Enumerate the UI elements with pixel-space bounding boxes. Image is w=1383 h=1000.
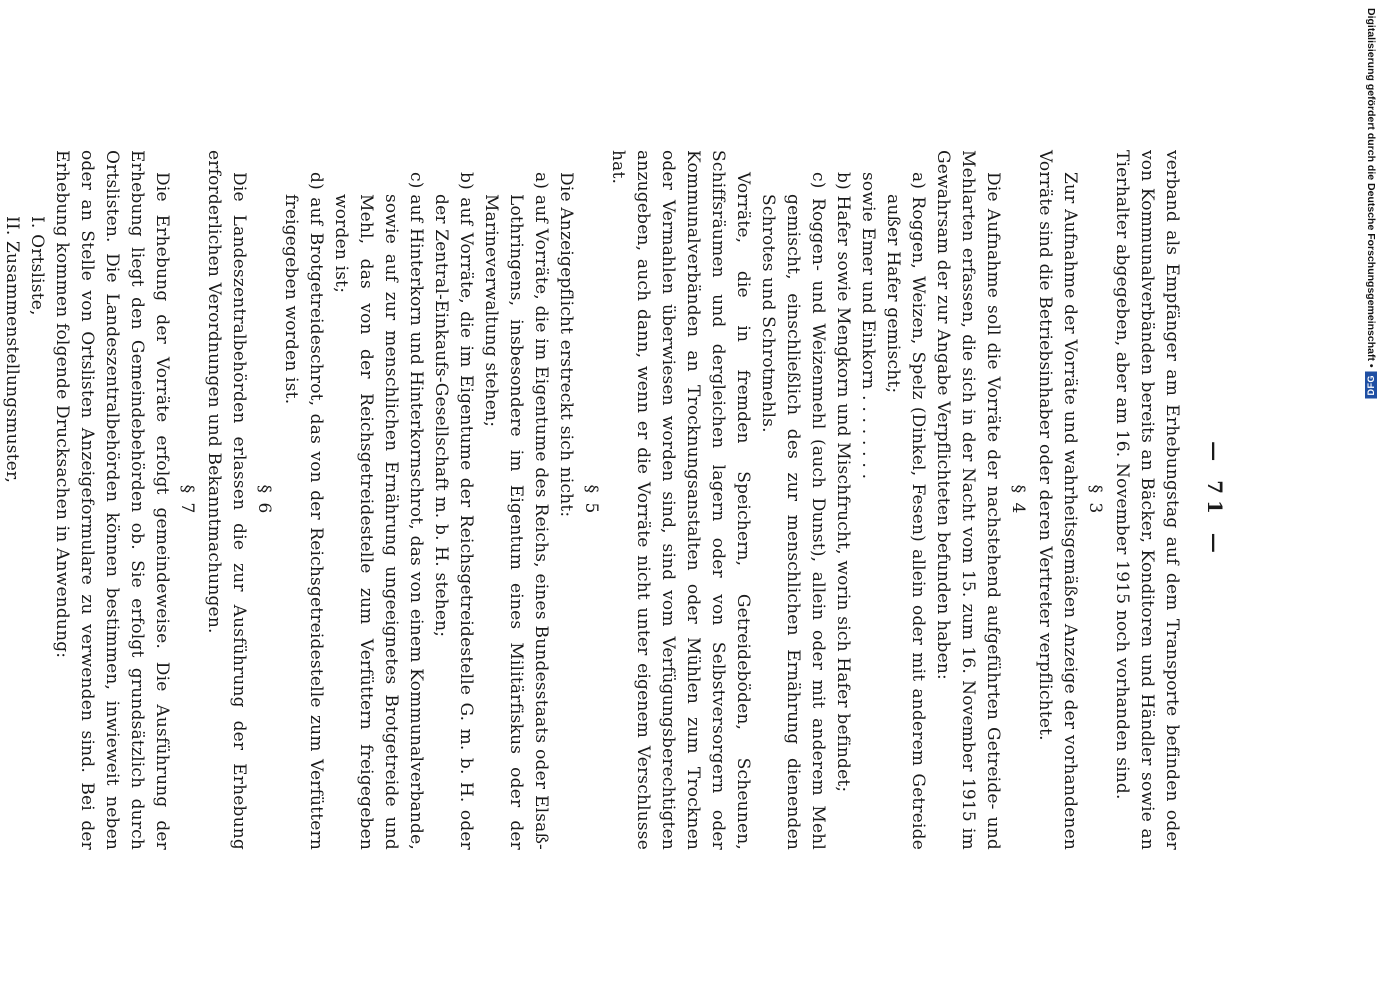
list-item: c) Roggen- und Weizenmehl (auch Dunst), allein oder mit anderem Mehl gemischt, einschließlich des zur menschlichen Ernährung dienenden Schrotes und Schrotmehls. [758,172,828,850]
credit-text: Digitalisierung gefördert durch die Deutsche Forschungsgemeinschaft • [1365,8,1377,368]
digitization-credit [1362,8,1380,398]
paragraph: Zur Aufnahme der Vorräte und wahrheitsgemäßen Anzeige der vorhandenen Vorräte sind die Betriebsinhaber oder deren Vertreter verpflichtet. [1035,150,1080,850]
list-item: sowie Emer und Einkorn . . . . . . . . [858,172,878,480]
section-heading: § 4 [1008,484,1028,516]
list-item: II. Zusammenstellungsmuster, [2,216,22,484]
page-body [2,150,1230,850]
dfg-logo-icon: DFG [1365,372,1377,399]
paragraph: Die Aufnahme soll die Vorräte der nachstehend aufgeführten Getreide- und Mehlarten erfassen, die sich in der Nacht vom 15. zum 16. November 1915 im Gewahrsam der zur Angabe Verpflichteten befunden haben: [933,150,1003,850]
paragraph: Die Landeszentralbehörden erlassen die zur Ausführung der Erhebung erforderlichen Verordnungen und Bekanntmachungen. [204,150,249,850]
paragraph: Vorräte, die in fremden Speichern, Getreideböden, Scheunen, Schiffsräumen und dergleichen lagern oder von Selbstversorgern oder Kommunalverbänden an Trocknungsanstalten oder Mühlen zum Trocknen oder Vermahlen überwiesen worden sind, sind vom Verfügungsberechtigten anzugeben, auch dann, wenn er die Vorräte nicht unter eigenem Verschlusse hat. [608,150,753,850]
scanned-page [2,0,1230,1000]
list-item: c) auf Hinterkorn und Hinterkornschrot, das von einem Kommunalverbande, sowie auf zur menschlichen Ernährung ungeeignetes Brotgetreide und Mehl, das von der Reichsgetreidestelle zum Verfüttern freigegeben worden ist; [331,172,426,850]
list-item: a) Roggen, Weizen, Spelz (Dinkel, Fesen) allein oder mit anderem Getreide außer Hafer gemischt; [883,172,928,850]
credit-strip [1362,8,1380,398]
paragraph: Die Anzeigepflicht erstreckt sich nicht: [556,172,576,518]
section-heading: § 3 [1085,484,1105,516]
section-heading: § 5 [581,484,601,516]
paragraph: verband als Empfänger am Erhebungstag auf dem Transporte befinden oder von Kommunalverbänden bereits an Bäcker, Konditoren und Händler sowie an Tierhalter abgegeben, aber am 16. November 1915 noch vorhanden sind. [1112,150,1182,850]
section-heading: § 6 [254,484,274,516]
list-item: b) Hafer sowie Mengkorn und Mischfrucht, worin sich Hafer befindet; [833,172,853,793]
list-item: b) auf Vorräte, die im Eigentume der Reichsgetreidestelle G. m. b. H. oder der Zentral-Einkaufs-Gesellschaft m. b. H. stehen; [431,172,476,850]
list-item: d) auf Brotgetreideschrot, das von der Reichsgetreidestelle zum Verfüttern freigegeben worden ist. [281,172,326,850]
list-item: I. Ortsliste, [27,216,47,316]
list-item: a) auf Vorräte, die im Eigentume des Reichs, eines Bundesstaats oder Elsaß-Lothringens, insbesondere im Eigentum eines Militärfiskus oder der Marineverwaltung stehen; [481,172,551,850]
page-number: — 71 — [1203,441,1227,559]
page-rotated-container [2,150,1230,850]
section-heading: § 7 [177,484,197,516]
paragraph: Die Erhebung der Vorräte erfolgt gemeindeweise. Die Ausführung der Erhebung liegt den Gemeindebehörden ob. Sie erfolgt grundsätzlich durch Ortslisten. Die Landeszentralbehörden können bestimmen, inwieweit neben oder an Stelle von Ortslisten Anzeigeformulare zu verwenden sind. Bei der Erhebung kommen folgende Drucksachen in Anwendung: [52,150,172,850]
